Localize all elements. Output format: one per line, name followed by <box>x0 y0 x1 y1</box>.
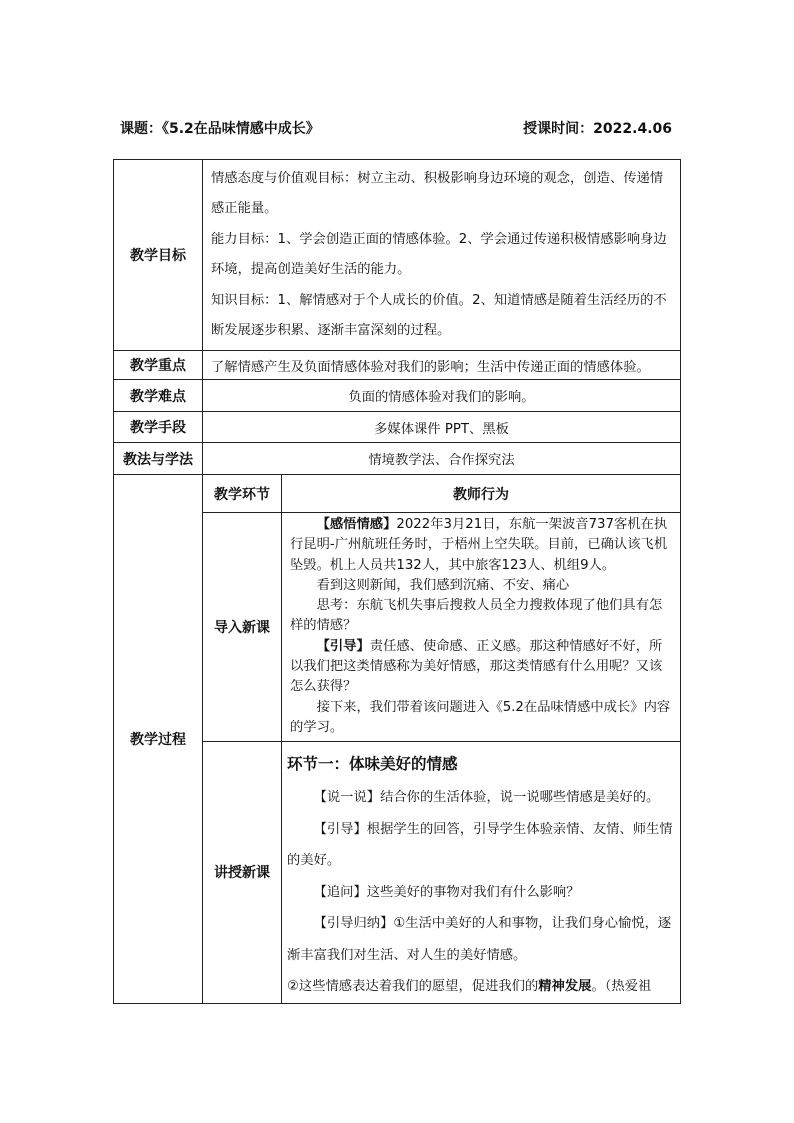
development-paragraph <box>287 971 675 1003</box>
goal-knowledge: 知识目标：1、解情感对于个人成长的价值。2、知道情感是随着生活经历的不断发展逐步积累、逐渐丰富深刻的过程。 <box>211 292 667 338</box>
means-label: 教学手段 <box>114 412 203 443</box>
summary-paragraph <box>287 908 675 971</box>
difficulty-value: 负面的情感体验对我们的影响。 <box>203 380 681 412</box>
guide-paragraph <box>287 814 675 877</box>
intro-question: 思考：东航飞机失事后搜救人员全力搜救体现了他们具有怎样的情感？ <box>290 598 663 634</box>
methods-row <box>114 443 681 475</box>
lesson-topic: 课题：《5.2在品味情感中成长》 <box>120 121 320 137</box>
lesson-date: 授课时间：2022.4.06 <box>523 121 672 137</box>
goal-attitude: 情感态度与价值观目标：树立主动、积极影响身边环境的观念，创造、传递情感正能量。 <box>211 170 664 216</box>
focus-value: 了解情感产生及负面情感体验对我们的影响；生活中传递正面的情感体验。 <box>203 351 681 380</box>
methods-label: 教法与学法 <box>114 443 203 475</box>
action-column-header: 教师行为 <box>282 475 681 513</box>
intro-guide <box>290 637 675 698</box>
guide-text: 根据学生的回答，引导学生体验亲情、友情、师生情的美好。 <box>287 821 673 868</box>
guide-tag: 【引导】 <box>313 821 367 837</box>
page-header <box>120 118 680 138</box>
development-keyword: 精神发展 <box>538 979 592 994</box>
focus-row <box>114 351 681 380</box>
ask-tag: 【追问】 <box>313 884 367 900</box>
intro-guide-text: 责任感、使命感、正义感。那这种情感好不好，所以我们把这类情感称为美好情感，那这类情感有什么用呢？又该怎么获得？ <box>290 638 663 695</box>
process-label: 教学过程 <box>114 475 203 1004</box>
methods-value: 情境教学法、合作探究法 <box>203 443 681 475</box>
focus-label: 教学重点 <box>114 351 203 380</box>
goals-content <box>203 160 681 351</box>
ask-paragraph <box>287 877 675 909</box>
difficulty-label: 教学难点 <box>114 380 203 412</box>
difficulty-row <box>114 380 681 412</box>
goals-row <box>114 160 681 351</box>
say-paragraph <box>287 782 675 814</box>
stage-column-header: 教学环节 <box>203 475 282 513</box>
development-tail: 。（热爱祖 <box>591 979 652 994</box>
say-tag: 【说一说】 <box>313 790 381 805</box>
intro-feeling: 看到这则新闻，我们感到沉痛、不安、痛心 <box>316 577 570 593</box>
goals-label: 教学目标 <box>114 160 203 351</box>
intro-paragraph <box>290 515 675 576</box>
section-title: 环节一：体味美好的情感 <box>287 755 458 773</box>
say-text: 结合你的生活体验，说一说哪些情感是美好的。 <box>380 790 660 805</box>
means-value: 多媒体课件 PPT、黑板 <box>203 412 681 443</box>
means-row <box>114 412 681 443</box>
goal-ability: 能力目标：1、学会创造正面的情感体验。2、学会通过传递积极情感影响身边环境，提高创造美好生活的能力。 <box>211 231 667 277</box>
intro-transition: 接下来，我们带着该问题进入《5.2在品味情感中成长》内容的学习。 <box>290 699 671 735</box>
summary-text: ①生活中美好的人和事物，让我们身心愉悦，逐渐丰富我们对生活、对人生的美好情感。 <box>287 916 672 963</box>
intro-content <box>282 513 681 742</box>
lecture-content <box>282 742 681 1004</box>
intro-guide-tag: 【引导】 <box>316 638 370 654</box>
development-text: ②这些情感表达着我们的愿望，促进我们的 <box>287 979 539 994</box>
intro-tag: 【感悟情感】 <box>316 517 397 532</box>
lesson-plan-table <box>113 159 681 1004</box>
ask-text: 这些美好的事物对我们有什么影响？ <box>366 884 580 900</box>
process-header-row <box>114 475 681 513</box>
intro-stage: 导入新课 <box>203 513 282 742</box>
intro-news-text: 2022年3月21日，东航一架波音737客机在执行昆明-广州航班任务时，于梧州上空失联。目前，已确认该飞机坠毁。机上人员共132人，其中旅客123人、机组9人。 <box>290 517 668 573</box>
summary-tag: 【引导归纳】 <box>313 916 394 931</box>
lecture-stage: 讲授新课 <box>203 742 282 1004</box>
